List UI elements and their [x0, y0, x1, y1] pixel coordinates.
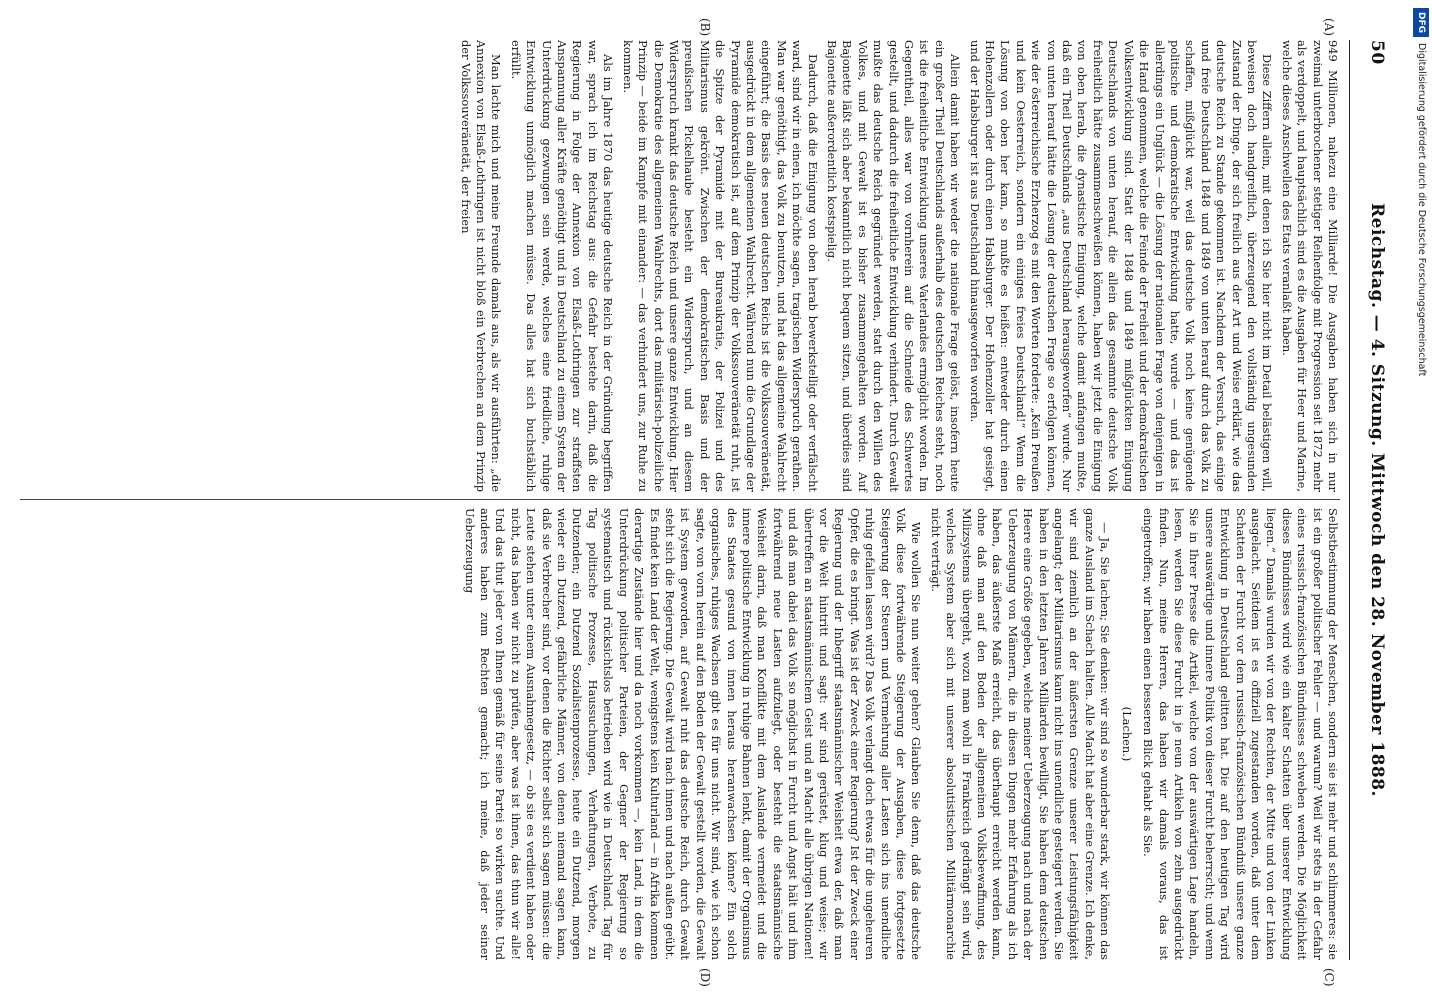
page-header — [1357, 40, 1387, 960]
paragraph: Selbstbestimmung der Menschen, sondern sie ist mehr und schlimmeres: sie ist ein großer politischer Fehler — und warum? Weil wir stets in der Gefahr eines russisch-französischen Bündnisses schweben werden. Die Möglichkeit dieses Bündnisses wird wie ein kalter Schatten über unserer Entwicklung liegen.“ Damals wurden wir von der Rechten, der Mitte und von der Linken ausgelacht. Seitdem ist es offiziell zugestanden worden, daß unter dem Schatten der Furcht vor dem russisch-französischen Bündniß unsere ganze Entwicklung in Deutschland gelitten hat. Die auf den heutigen Tag wird unsere auswärtige und innere Politik von dieser Furcht beherrscht; und wenn Sie in Ihrer Presse die Artikel, welche von der auswärtigen Lage handeln, lesen, werden Sie diese Furcht in je neun Artikeln von zehn ausgedrückt finden. Nun, meine Herren, das haben wir damals voraus, das ist eingetroffen; wir haben einen besseren Blick gehabt als Sie. — [1141, 508, 1340, 960]
margin-mark-d: (D) — [698, 968, 712, 987]
interjection: (Lachen.) — [1119, 706, 1134, 762]
digitization-credit — [1413, 8, 1429, 992]
paragraph: Dadurch, daß die Einigung von oben herab bewerkstelligt oder verfälscht ward, sind wir in einen, ich möchte sagen, tragischen Widerspruch gerathen. Man war genöthigt, das Volk zu benutzen, und hat das allgemeine Wahlrecht eingeführt; die Basis des neuen deutschen Reichs ist die Volkssouveränetät, ausgedrückt in dem allgemeinen Wahlrecht. Während nun die Grundlage der Pyramide demokratisch ist, auf dem Prinzip der Volkssouveränetät ruht, ist die Spitze der Pyramide mit der Bureaukratie, der Polizei und des Militarismus gekrönt. Zwischen der demokratischen Basis und der preußischen Pickelhaube besteht ein Widerspruch, und an diesem Widerspruch krankt das deutsche Reich und unsere ganze Entwicklung. Hier die Demokratie des allgemeinen Wahlrechts, dort das militärisch-polizeiliche Prinzip — beide im Kampfe mit einander: — das verhindert uns, zur Ruhe zu kommen. — [620, 40, 820, 492]
paragraph: 949 Millionen, nahezu eine Milliarde! Die Ausgaben haben sich in nur zweimal unterbrochener stetiger Reihenfolge mit Progression seit 1872 mehr als verdoppelt, und hauptsächlich sind es die Ausgaben für Heer und Marine, welche dieses Anschwellen des Etats veranlaßt haben. — [1279, 40, 1340, 492]
paragraph: Man lachte mich und meine Freunde damals aus, als wir ausführten: „die Annexion von Elsaß-Lothringen ist nicht bloß ein Verbrechen an dem Prinzip der Volkssouveränetät, der freien — [458, 40, 504, 492]
paragraph: Allein damit haben wir weder die nationale Frage gelöst, insofern heute ein großer Theil Deutschlands außerhalb des deutschen Reiches steht, noch ist die freiheitliche Entwicklung unseres Vaterlandes ermöglicht worden. Im Gegentheil, alles war von vornherein auf die Schneide des Schwertes gestellt, und dadurch die freiheitliche Entwicklung verhindert. Durch Gewalt mußte das deutsche Reich gegründet werden, statt durch den Willen des Volkes, und mit Gewalt ist es bisher zusammengehalten worden. Auf Bajonette läßt sich aber bekanntlich nicht bequem sitzen, und überdies sind Bajonette außerordentlich kostspielig. — [825, 40, 963, 492]
page-title: Reichstag. — 4. Sitzung. Mittwoch den 28. November 1888. — [1367, 203, 1387, 797]
right-column — [457, 508, 1340, 960]
dfg-logo: DFG — [1413, 8, 1429, 37]
paragraph: — Ja, Sie lachen; Sie denken: wir sind so wunderbar stark, wir können das ganze Ausland im Schach halten. Alle Macht hat aber eine Grenze. Ich denke, wir sind ziemlich an der äußersten Grenze unserer Leistungsfähigkeit angelangt; der Militarismus kann nicht ins unendliche gesteigert werden. Sie haben in den letzten Jahren Milliarden bewilligt, Sie haben dem deutschen Heere eine Größe gegeben, welche meiner Ueberzeugung nach und nach der Ueberzeugung von Männern, die in diesen Dingen mehr Erfahrung als ich haben, das äußerste Maß erreicht, das überhaupt erreicht werden kann, ohne daß man auf den Boden der allgemeinen Volksbewaffnung, des Milizsystems übergeht, wozu man wohl in Frankreich gedrängt sein wird, welches System aber sich mit unserer absolutistischen Militärmonarchie nicht verträgt. — [928, 508, 1113, 960]
margin-mark-b: (B) — [698, 18, 712, 37]
page-number: 50 — [1367, 40, 1387, 65]
margin-mark-c: (C) — [1322, 968, 1336, 987]
paragraph: Wie wollen Sie nun weiter gehen? Glauben Sie denn, daß das deutsche Volk diese fortwährende Steigerung der Ausgaben, diese fortgesetzte Steigerung der Steuern und Vermehrung aller Lasten sich ins unendliche ruhig gefallen lassen wird? Das Volk verlangt doch etwas für die ungeheuren Opfer, die es bringt. Was ist der Zweck einer Regierung? Ist der Zweck einer Regierung und der Inbegriff staatsmännischer Weisheit etwa der, daß man vor die Welt hintritt und sagt: wir sind gerüstet, klug und weise; wir übertreffen an staatsmännischem Geist und an Macht alle übrigen Nationen! und daß man dabei das Volk so möglichst in Furcht und Angst hält und ihm fortwährend neue Lasten aufzulegt, oder besteht die staatsmännische Weisheit darin, daß man Konflikte mit dem Auslande vermeidet und die innere politische Entwicklung in ruhige Bahnen lenkt, damit der Organismus des Staates gesund von innen heraus heranwachsen könne? Ein solch organisches, ruhiges Wachsen gibt es für uns nicht. Wir sind, wie ich schon sagte, von vorn herein auf den Boden der Gewalt gestellt worden, die Gewalt ist System geworden, auf Gewalt ruht das deutsche Reich, durch Gewalt steht sich die Regierung. Die Gewalt wird nach innen und nach außen geübt. Es findet kein Land der Welt, wenigstens kein Kulturland — in Afrika kommen derartige Zustände hier und da noch vorkommen —, kein Land, in dem die Unterdrückung politischer Parteien, der Gegner der Regierung so systematisch und rücksichtslos betrieben wird wie in Deutschland. Tag für Tag politische Prozesse, Haussuchungen, Verhaftungen, Verbote, zu Dutzenden; ein Dutzend Sozialistenprozesse, heute ein Dutzend, morgen wieder ein Dutzend, gefährliche Männer, von denen niemand sagen kann, daß sie Verbrecher sind, vor denen die Richter selbst sich sagen müssen: die Leute stehen unter einem Ausnahmegesetz, — ob sie es verdient haben oder nicht, das haben wir nicht zu prüfen, aber was ist ihnen, das thun wir alle! Und das thut jeder von Ihnen gemäß für seine Partei so wirken suchte. Und anderes haben zum Rechten gemacht; ich meine, daß jeder seiner Ueberzeugung — [462, 508, 924, 960]
paragraph: Diese Ziffern allein, mit denen ich Sie hier nicht im Detail belästigen will, beweisen doch handgreiflich, überzeugend den vollständig ungesunden Zustand der Dinge, der sich freilich aus der Art und Weise erklärt, wie das deutsche Reich zu Stande gekommen ist. Nachdem der Versuch, das einige und freie Deutschland 1848 und 1849 von unten herauf durch das Volk zu schaffen, mißglückt war, weil das deutsche Volk noch keine genügende politische und demokratische Entwicklung hatte, wurde — und das ist allerdings ein Unglück — die Lösung der nationalen Frage von denjenigen in die Hand genommen, welche die Feinde der Freiheit und der demokratischen Volksentwicklung sind. Statt der 1848 und 1849 mißglückten Einigung Deutschlands von unten herauf, die allein das gesammte deutsche Volk freiheitlich hätte zusammenschweißen können, haben wir jetzt die Einigung von oben herab, die dynastische Einigung, welche damit anfangen mußte, daß ein Theil Deutschlands „aus Deutschland herausgeworfen“ wurde. Nur von unten herauf hätte die Lösung der deutschen Frage so erfolgen können, wie der österreichische Erzherzog es mit den Worten forderte: „Kein Preußen und kein Oesterreich, sondern ein einiges freies Deutschland!“ Wenn die Lösung von oben her kam, so mußte es heißen: entweder durch einen Hohenzollern oder durch einen Habsburger. Der Hohenzoller hat gesiegt, und der Habsburger ist aus Deutschland hinausgeworfen worden. — [967, 40, 1275, 492]
column-divider — [20, 499, 1340, 500]
paragraph: Als im Jahre 1870 das heutige deutsche Reich in der Gründung begriffen war, sprach ich im Reichstag aus: die Gefahr bestehe darin, daß die Regierung in Folge der Annexion von Elsaß-Lothringen zur straffsten Anspannung aller Kräfte genöthigt und in Deutschland zu einem System der Unterdrückung gezwungen sein werde, welches eine friedliche, ruhige Entwicklung unmöglich machen müsse. Das alles hat sich buchstäblich erfüllt. — [508, 40, 616, 492]
credit-text: Digitalisierung gefördert durch die Deutsche Forschungsgemeinschaft — [1416, 43, 1427, 377]
header-rule — [1349, 40, 1350, 960]
margin-mark-a: (A) — [1322, 18, 1336, 37]
left-column — [453, 40, 1340, 492]
